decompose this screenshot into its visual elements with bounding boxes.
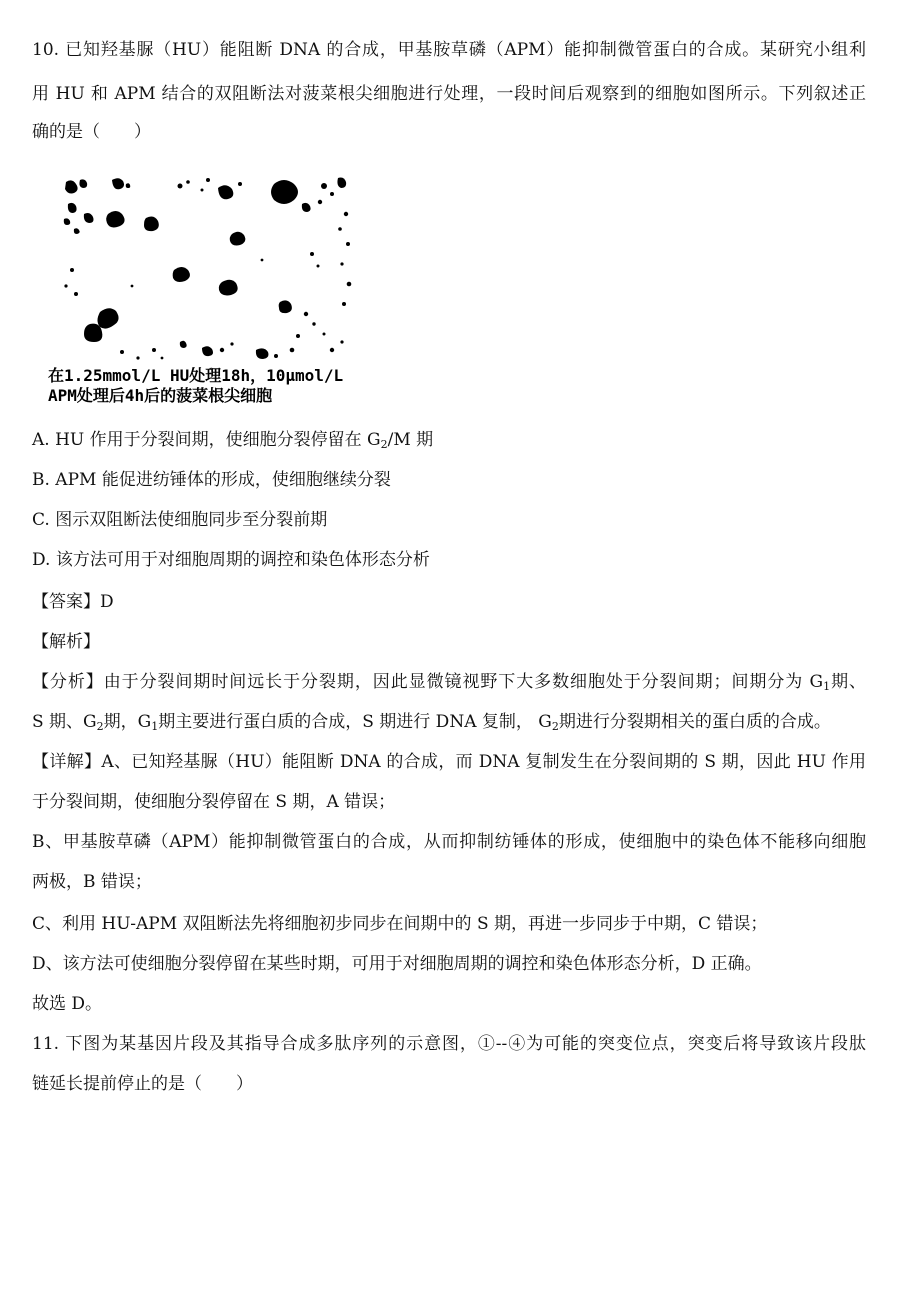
option-a [32,428,866,452]
option-b: B. APM 能促进纺锤体的形成，使细胞继续分裂 [32,470,391,490]
detail-line-4: 两极，B 错误； [32,872,152,892]
question-10-line-1: 10. 已知羟基脲（HU）能阻断 DNA 的合成，甲基胺草磷（APM）能抑制微管蛋白的合成。某研究小组利 [32,40,866,60]
micrograph-image [62,174,352,364]
detail-line-6: D、该方法可使细胞分裂停留在某些时期，可用于对细胞周期的调控和染色体形态分析，D 正确。 [32,954,762,974]
detail-line-3: B、甲基胺草磷（APM）能抑制微管蛋白的合成，从而抑制纺锤体的形成，使细胞中的染色体不能移向细胞 [32,832,866,852]
analysis-text-2a: S 期、G [32,712,97,732]
analysis-text-2d: 期进行分裂期相关的蛋白质的合成。 [558,712,831,732]
question-11-line-2: 链延长提前停止的是（ ） [32,1074,253,1094]
option-a-tail: /M 期 [387,430,434,450]
analysis-paragraph-line-1 [32,670,866,694]
option-a-text: A. HU 作用于分裂间期，使细胞分裂停留在 G [32,430,381,450]
analysis-subscript-2b: 1 [151,720,159,733]
analysis-paragraph-line-2 [32,710,866,734]
option-c: C. 图示双阻断法使细胞同步至分裂前期 [32,510,328,530]
detail-line-1: 【详解】A、已知羟基脲（HU）能阻断 DNA 的合成，而 DNA 复制发生在分裂间期的 S 期，因此 HU 作用 [32,752,866,772]
analysis-text-2c: 期主要进行蛋白质的合成，S 期进行 DNA 复制， G [158,712,552,732]
question-11-line-1: 11. 下图为某基因片段及其指导合成多肽序列的示意图，①--④为可能的突变位点，突变后将导致该片段肽 [32,1034,866,1054]
option-d: D. 该方法可用于对细胞周期的调控和染色体形态分析 [32,550,430,570]
option-a-subscript: 2 [380,438,388,451]
analysis-text-2b: 期，G [103,712,152,732]
question-10-line-3: 确的是（ ） [32,122,151,142]
figure-caption-line-1: 在1.25mmol/L HU处理18h，10μmol/L [48,366,344,385]
analysis-subscript-1: 1 [823,680,831,693]
analysis-text-1-tail: 期、 [830,672,867,692]
conclusion-line: 故选 D。 [32,994,103,1014]
analysis-subscript-2c: 2 [551,720,559,733]
figure-caption [48,366,378,406]
answer-line: 【答案】D [32,592,114,612]
detail-line-5: C、利用 HU-APM 双阻断法先将细胞初步同步在间期中的 S 期，再进一步同步于中期，C 错误； [32,914,768,934]
question-10-line-2: 用 HU 和 APM 结合的双阻断法对菠菜根尖细胞进行处理，一段时间后观察到的细胞如图所示。下列叙述正 [32,84,866,104]
analysis-heading: 【解析】 [32,632,100,652]
analysis-text-1: 【分析】由于分裂间期时间远长于分裂期，因此显微镜视野下大多数细胞处于分裂间期；间期分为 G [32,672,824,692]
figure-caption-line-2: APM处理后4h后的菠菜根尖细胞 [48,386,273,405]
micrograph-figure [48,170,368,410]
analysis-subscript-2a: 2 [96,720,104,733]
detail-line-2: 于分裂间期，使细胞分裂停留在 S 期，A 错误； [32,792,396,812]
